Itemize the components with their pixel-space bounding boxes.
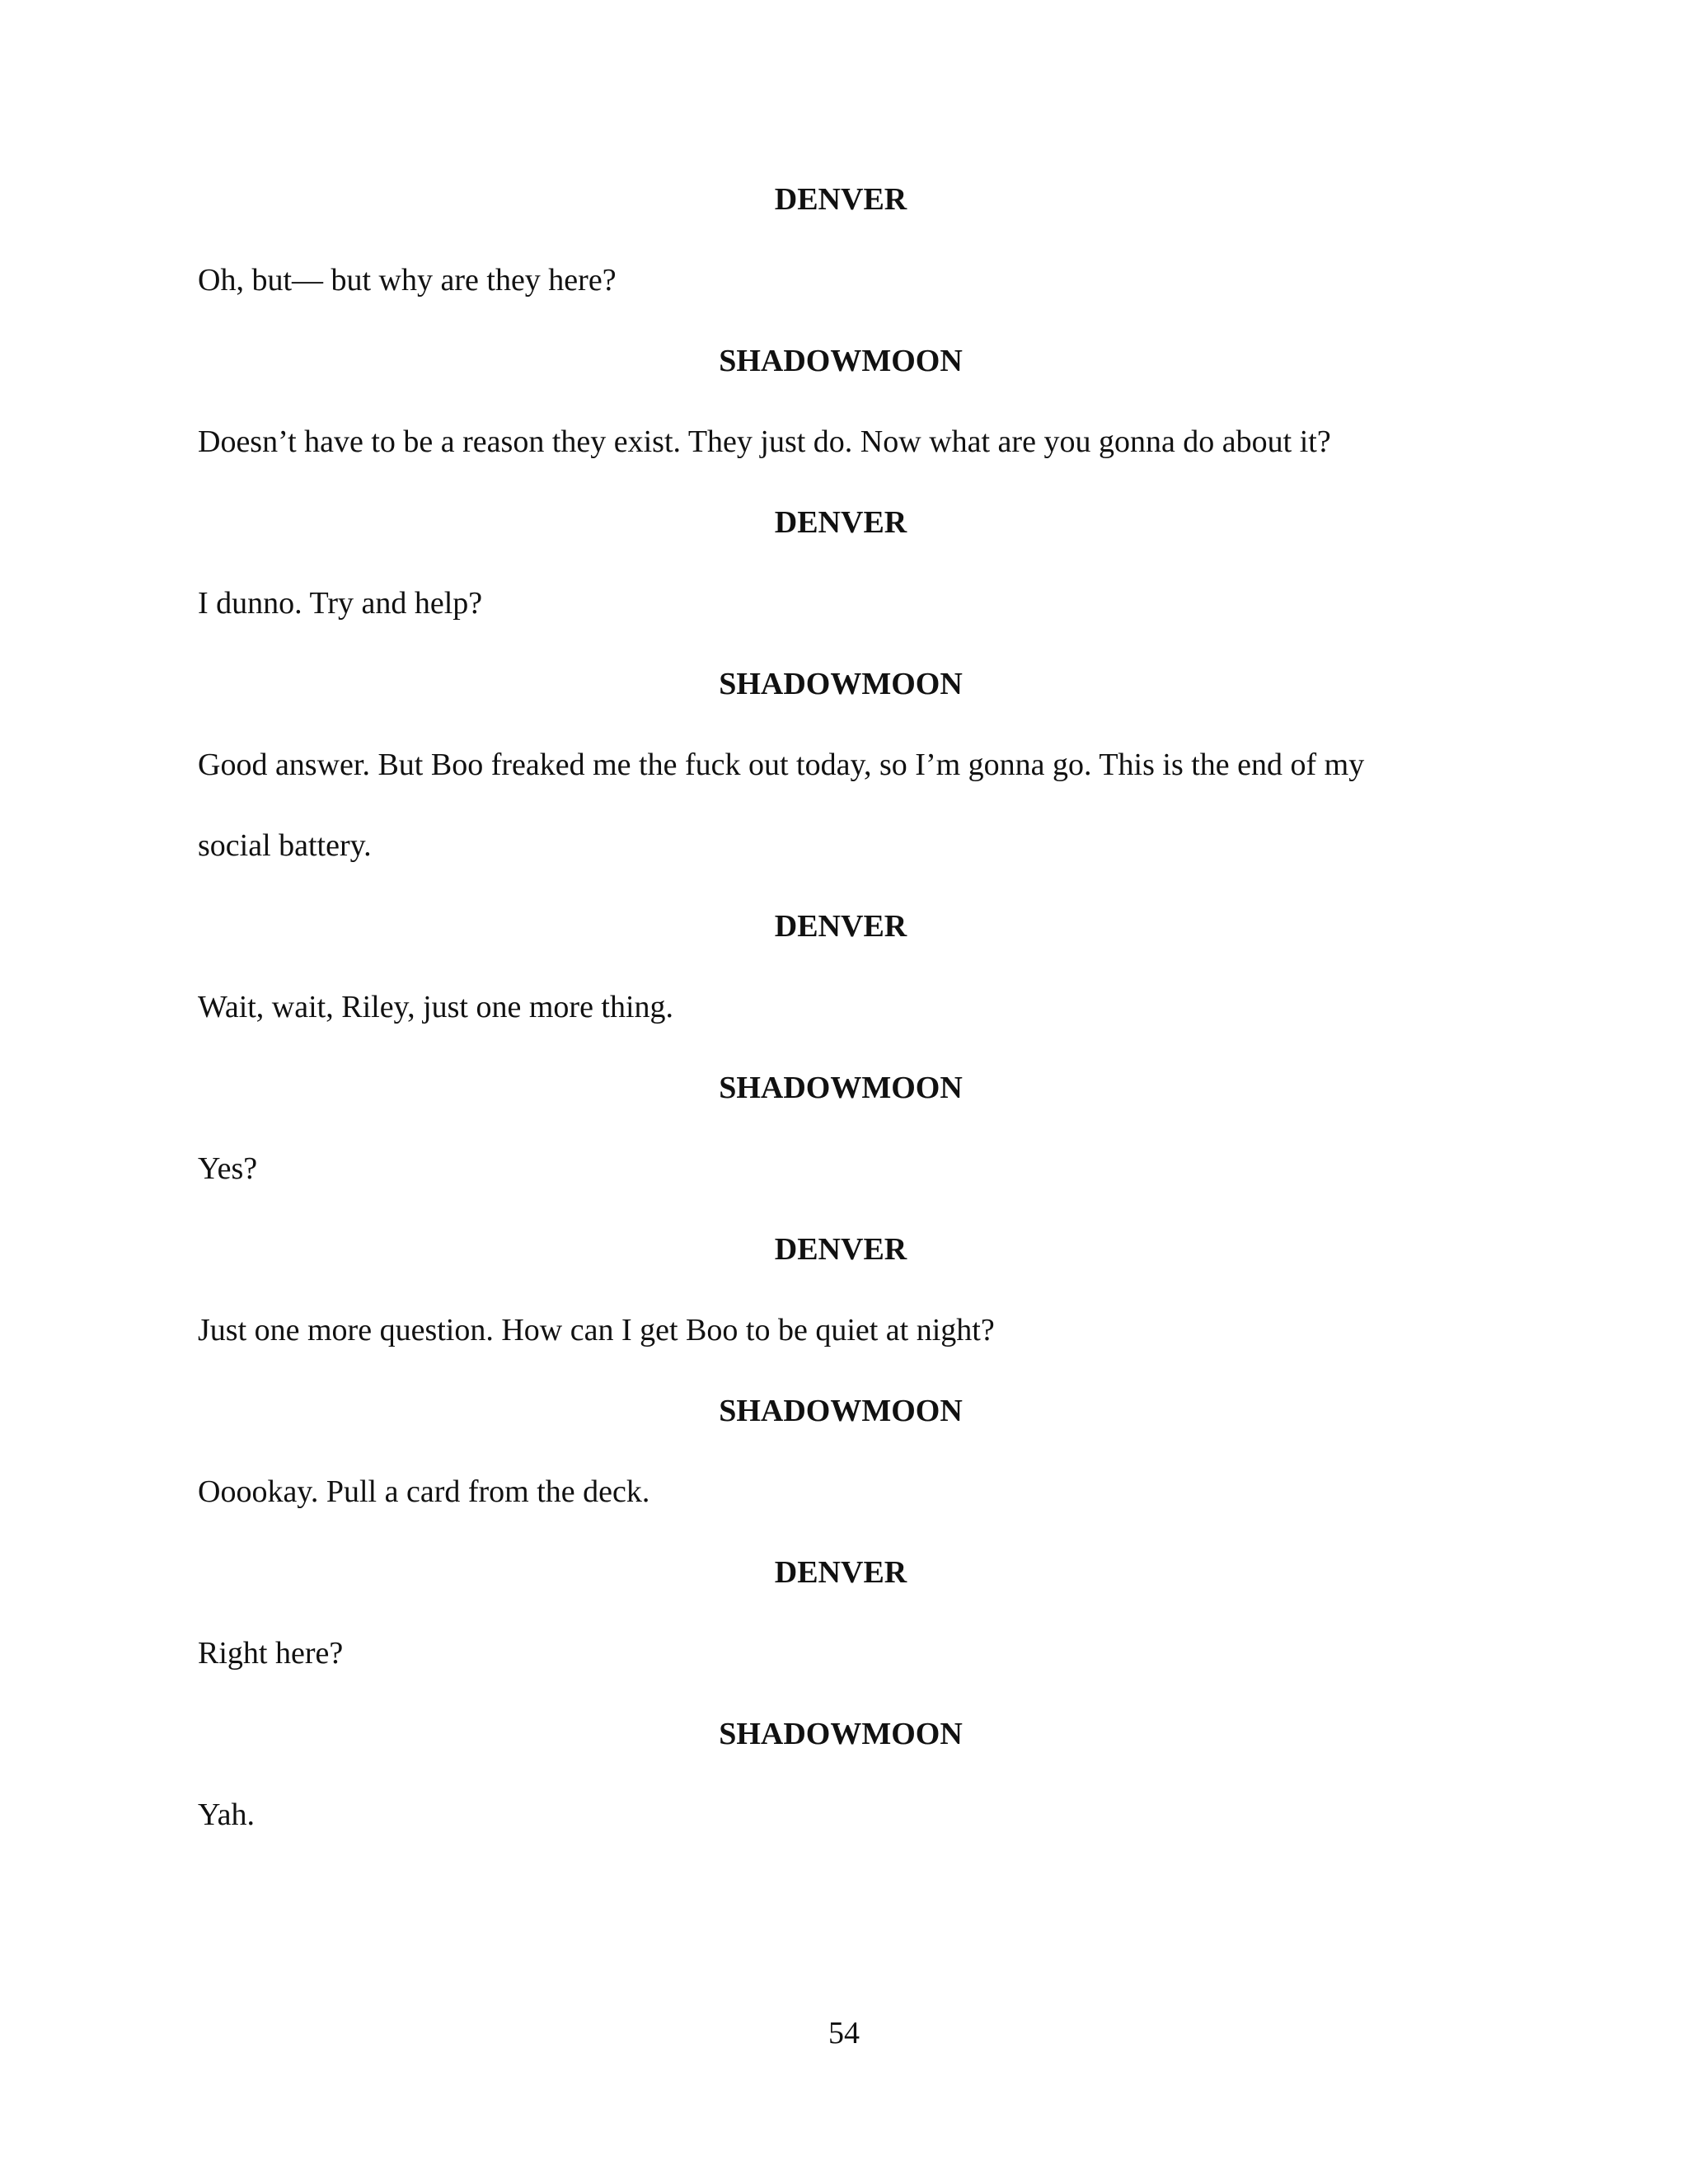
speaker-name: SHADOWMOON [719,1071,963,1105]
dialogue-line: Right here? [198,1636,344,1671]
speaker-name: SHADOWMOON [719,1394,963,1428]
dialogue-line: Just one more question. How can I get Boo to be quiet at night? [198,1313,995,1347]
dialogue-line: I dunno. Try and help? [198,586,483,621]
dialogue-block [198,908,1484,1047]
dialogue-block [198,1070,1484,1209]
dialogue-line: Wait, wait, Riley, just one more thing. [198,990,674,1024]
dialogue-line: Yes? [198,1151,258,1186]
dialogue-line: Doesn’t have to be a reason they exist. They just do. Now what are you gonna do about it? [198,424,1331,459]
speaker-name: DENVER [774,909,907,944]
dialogue-block [198,1231,1484,1371]
speaker-name: DENVER [774,182,907,217]
dialogue-line: Ooookay. Pull a card from the deck. [198,1474,650,1509]
dialogue-block [198,666,1484,886]
speaker-name: SHADOWMOON [719,667,963,701]
dialogue-line: social battery. [198,828,372,863]
dialogue-line: Oh, but— but why are they here? [198,263,617,298]
dialogue-block [198,181,1484,321]
speaker-name: DENVER [774,1555,907,1590]
dialogue-line: Yah. [198,1797,256,1832]
speaker-name: SHADOWMOON [719,1717,963,1751]
speaker-name: DENVER [774,505,907,540]
dialogue-block [198,1393,1484,1532]
page-number: 54 [828,2016,860,2050]
dialogue-container [198,181,1484,1877]
dialogue-line: Good answer. But Boo freaked me the fuck out today, so I’m gonna go. This is the end of my [198,748,1365,782]
speaker-name: DENVER [774,1232,907,1267]
dialogue-block [198,1716,1484,1855]
dialogue-block [198,1554,1484,1694]
dialogue-block [198,504,1484,644]
dialogue-block [198,343,1484,482]
speaker-name: SHADOWMOON [719,344,963,378]
